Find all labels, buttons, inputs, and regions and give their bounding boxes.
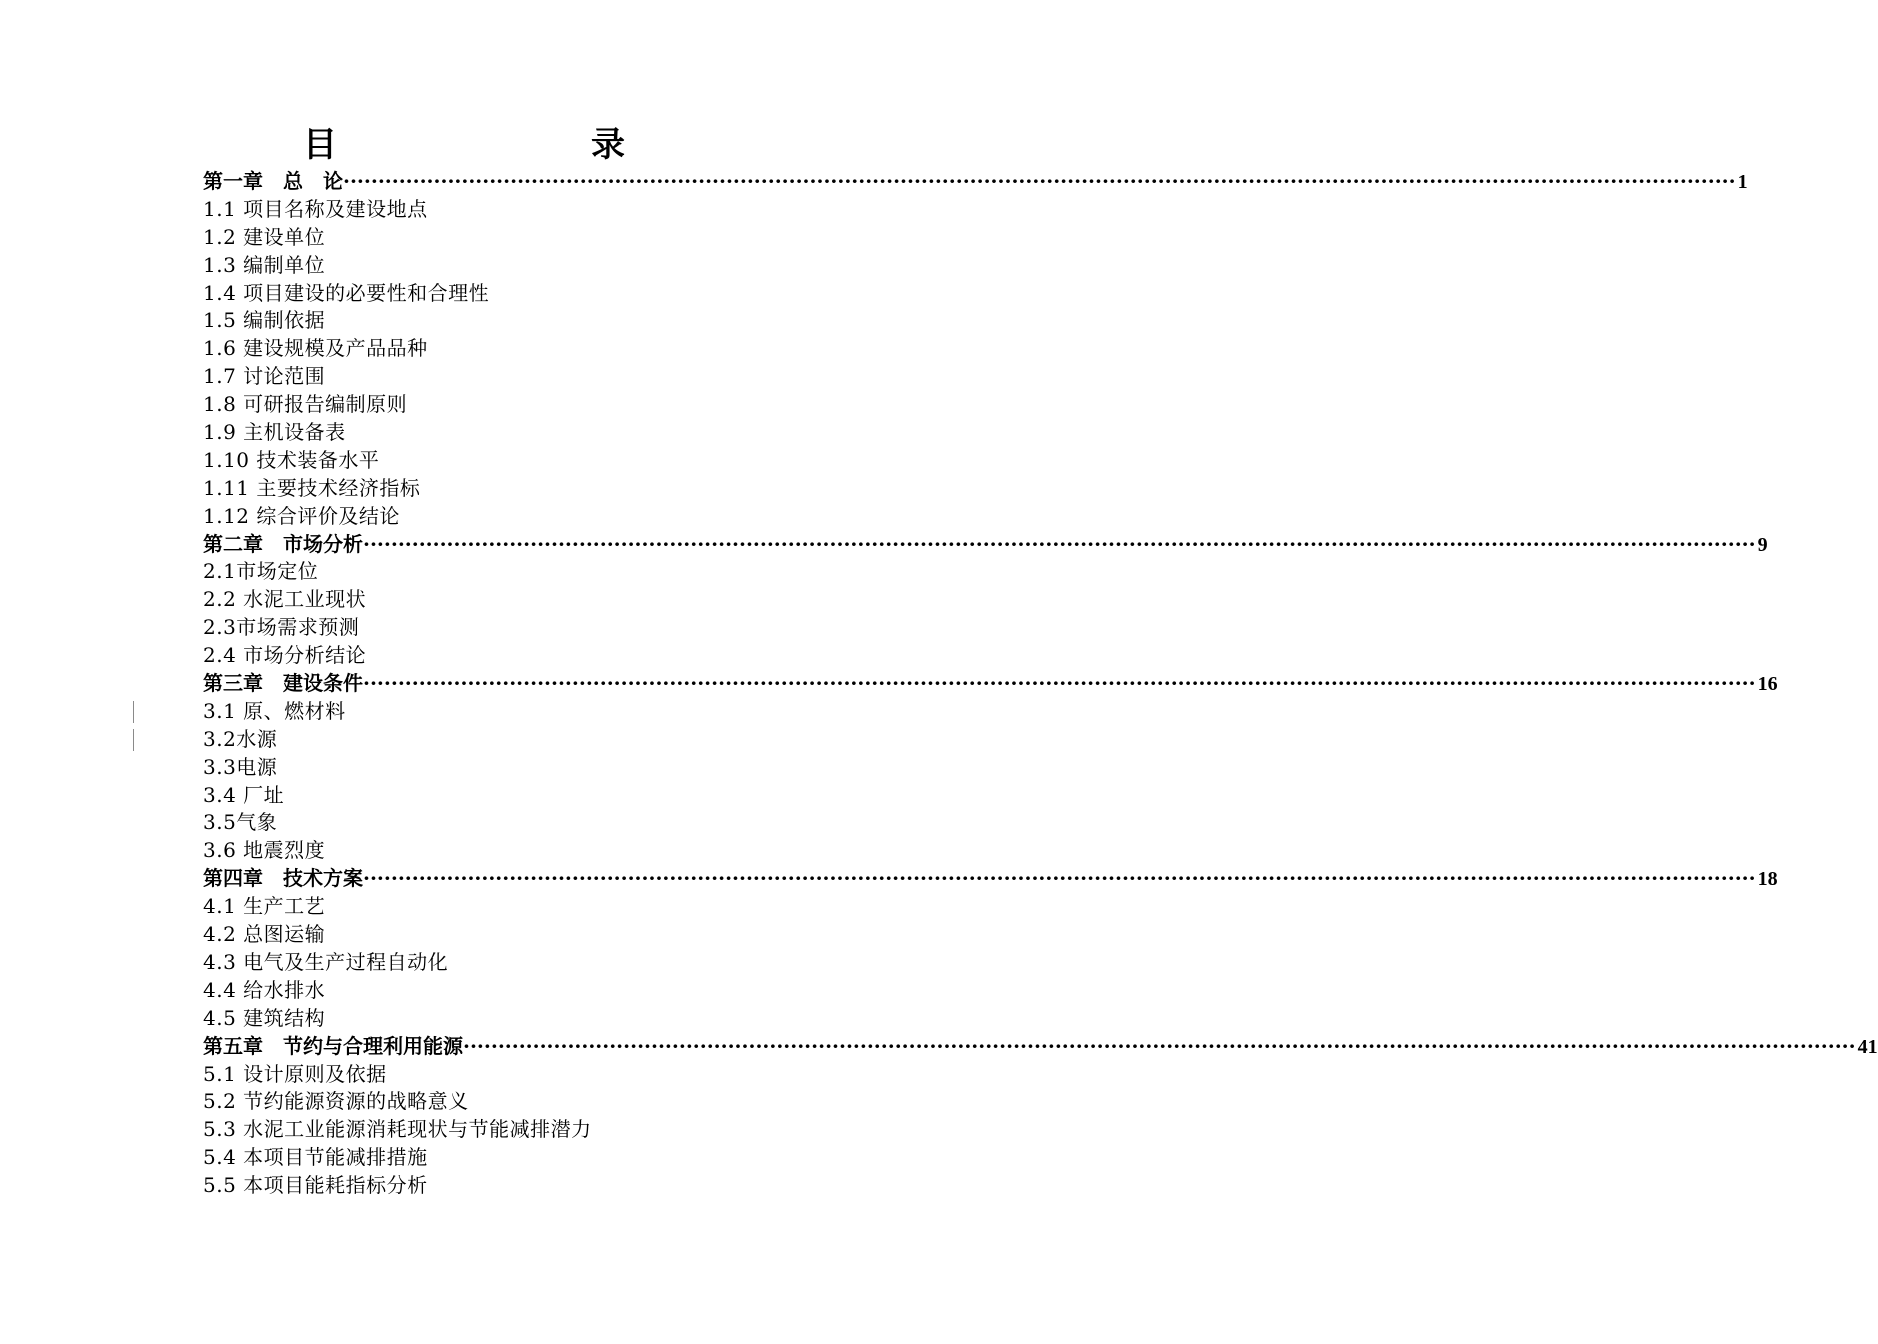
toc-section-entry[interactable]: 4.4 给水排水 xyxy=(203,977,326,1002)
chapter-page-number: 18 xyxy=(1757,868,1778,891)
toc-section-entry[interactable]: 1.5 编制依据 xyxy=(203,308,326,333)
toc-section-entry[interactable]: 5.2 节约能源资源的战略意义 xyxy=(203,1089,469,1114)
chapter-title: 第二章 市场分析 xyxy=(203,531,363,556)
chapter-title: 第一章 总 论 xyxy=(203,169,343,193)
chapter-page-number: 41 xyxy=(1857,1035,1878,1058)
chapter-page-number: 16 xyxy=(1757,673,1778,696)
toc-section-entry[interactable]: 1.6 建设规模及产品品种 xyxy=(203,336,428,361)
toc-section-entry[interactable]: 3.2水源 xyxy=(203,726,278,751)
toc-section-entry[interactable]: 4.5 建筑结构 xyxy=(203,1005,326,1030)
toc-section-entry[interactable]: 5.4 本项目节能减排措施 xyxy=(203,1145,428,1170)
toc-chapter-entry[interactable] xyxy=(203,531,1768,559)
toc-section-entry[interactable]: 1.8 可研报告编制原则 xyxy=(203,392,408,417)
toc-section-entry[interactable]: 5.3 水泥工业能源消耗现状与节能减排潜力 xyxy=(203,1117,592,1142)
toc-section-entry[interactable]: 1.2 建设单位 xyxy=(203,224,326,249)
chapter-title: 第三章 建设条件 xyxy=(203,671,363,696)
toc-section-entry[interactable]: 1.10 技术装备水平 xyxy=(203,447,380,472)
toc-section-entry[interactable]: 1.11 主要技术经济指标 xyxy=(203,475,421,500)
chapter-page-number: 9 xyxy=(1757,533,1768,556)
toc-section-entry[interactable]: 2.1市场定位 xyxy=(203,559,319,584)
toc-section-entry[interactable]: 2.3市场需求预测 xyxy=(203,615,360,640)
toc-chapter-entry[interactable] xyxy=(203,168,1748,196)
chapter-title: 第四章 技术方案 xyxy=(203,866,363,891)
toc-section-entry[interactable]: 1.12 综合评价及结论 xyxy=(203,503,400,528)
chapter-page-number: 1 xyxy=(1737,171,1748,193)
toc-section-entry[interactable]: 1.9 主机设备表 xyxy=(203,420,346,445)
toc-section-entry[interactable]: 1.7 讨论范围 xyxy=(203,364,326,389)
toc-chapter-entry[interactable] xyxy=(203,670,1778,698)
toc-section-entry[interactable]: 5.1 设计原则及依据 xyxy=(203,1061,387,1086)
toc-section-entry[interactable]: 2.2 水泥工业现状 xyxy=(203,587,367,612)
toc-section-entry[interactable]: 3.6 地震烈度 xyxy=(203,838,326,863)
chapter-title: 第五章 节约与合理利用能源 xyxy=(203,1033,463,1058)
dot-leader: ········································································································································································································ xyxy=(363,866,1756,891)
dot-leader: ········································································································································································································ xyxy=(343,169,1736,193)
page-title: 目 录 xyxy=(303,125,687,165)
toc-section-entry[interactable]: 3.4 厂址 xyxy=(203,782,285,807)
toc-chapter-entry[interactable] xyxy=(203,1033,1878,1061)
toc-section-entry[interactable]: 3.5气象 xyxy=(203,810,278,835)
toc-section-entry[interactable]: 4.2 总图运输 xyxy=(203,922,326,947)
toc-section-entry[interactable]: 3.1 原、燃材料 xyxy=(203,698,346,723)
toc-chapter-entry[interactable] xyxy=(203,865,1778,893)
margin-mark xyxy=(133,701,134,723)
toc-section-entry[interactable]: 1.4 项目建设的必要性和合理性 xyxy=(203,280,490,305)
toc-section-entry[interactable]: 2.4 市场分析结论 xyxy=(203,643,367,668)
dot-leader: ········································································································································································································ xyxy=(363,671,1756,696)
toc-section-entry[interactable]: 4.1 生产工艺 xyxy=(203,894,326,919)
toc-section-entry[interactable]: 1.1 项目名称及建设地点 xyxy=(203,196,428,221)
toc-section-entry[interactable]: 5.5 本项目能耗指标分析 xyxy=(203,1173,428,1198)
toc-section-entry[interactable]: 3.3电源 xyxy=(203,754,278,779)
toc-section-entry[interactable]: 4.3 电气及生产过程自动化 xyxy=(203,949,449,974)
toc-section-entry[interactable]: 1.3 编制单位 xyxy=(203,252,326,277)
dot-leader: ········································································································································································································ xyxy=(363,531,1756,556)
dot-leader: ········································································································································································································ xyxy=(463,1033,1856,1058)
table-of-contents xyxy=(203,168,1878,1200)
margin-mark xyxy=(133,729,134,751)
